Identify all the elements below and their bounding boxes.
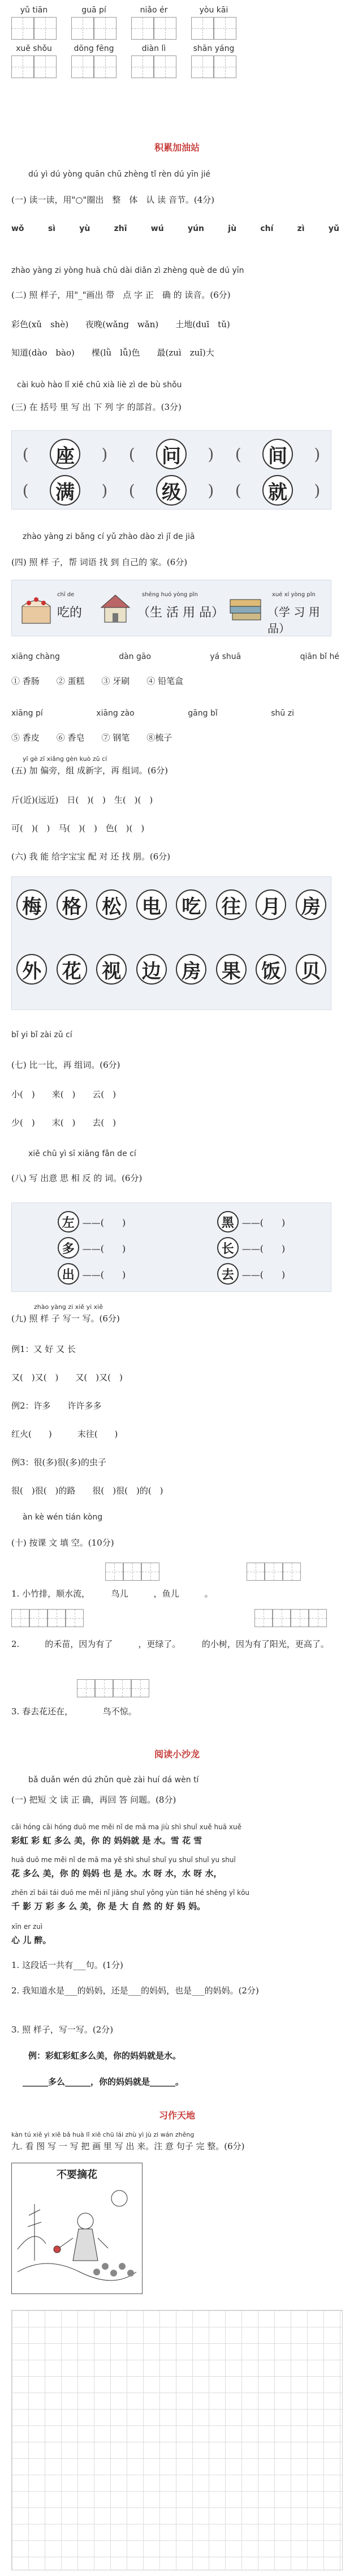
q10-grid[interactable]	[77, 1679, 149, 1697]
section-title-accumulate: 积累加油站	[154, 142, 200, 153]
q3-panel: ( 座 ) ( 问 ) ( 间 ) ( 满 ) ( 级 ) ( 就 )	[11, 430, 331, 510]
q8-char: 左	[58, 1211, 79, 1233]
q6-char[interactable]: 贝	[296, 954, 326, 985]
house-icon	[97, 589, 134, 627]
picture-title: 不要摘花	[57, 2169, 97, 2181]
writing-grid[interactable]	[191, 55, 236, 78]
q4-words-row: ① 香肠 ② 蛋糕 ③ 牙刷 ④ 铅笔盒	[11, 676, 184, 686]
q3-char: 问	[156, 439, 187, 469]
q4-word-py: qiān bǐ hé	[300, 652, 339, 661]
q6-char[interactable]: 花	[57, 954, 87, 985]
books-icon	[227, 589, 264, 627]
q10-pinyin: àn kè wén tián kòng	[23, 1513, 103, 1522]
passage-line: 心 儿 醉。	[11, 1935, 51, 1945]
q4-label-py: shēng huó yòng pǐn	[142, 592, 198, 598]
passage-line: 彩虹 彩 虹 多么 美，你 的 妈妈就 是 水。雪 花 雪	[11, 1835, 202, 1846]
q4-label: （学 习 用 品）	[267, 605, 320, 635]
composition-grid[interactable]	[11, 2310, 343, 2570]
q7-line: 小( ) 来( ) 云( )	[11, 1089, 116, 1099]
q6-char[interactable]: 果	[216, 954, 247, 985]
q10-grid[interactable]	[11, 1609, 84, 1627]
q4-words-row: ⑤ 香皮 ⑥ 香皂 ⑦ 钢笔 ⑧梳子	[11, 733, 172, 743]
q5-text: (五) 加 偏旁，组 成新字，再 组词。(6分)	[11, 765, 169, 776]
section-title-reading: 阅读小沙龙	[154, 1749, 200, 1760]
q3-char: 级	[156, 475, 187, 506]
girl-picking-flowers-image	[12, 2181, 141, 2289]
q10-grid[interactable]	[247, 1563, 301, 1581]
q4-label: 吃的	[57, 606, 83, 620]
q4-text: (四) 照 样 子，帮 词语 找 到 自己的 家。(6分)	[11, 557, 188, 567]
q5-line: 斤(近)(远近) 日( )( ) 生( )( )	[11, 795, 153, 805]
q9-line: 很( )很( )的路 很( )很( )的( )	[11, 1486, 163, 1496]
q10-sentence: 2. 的禾苗，因为有了 ，更绿了。 的小树，因为有了阳光，更高了。	[11, 1639, 329, 1649]
q4-word-py: xiāng pí	[11, 709, 43, 718]
q6-panel	[11, 876, 331, 1010]
q6-char[interactable]: 吃	[176, 889, 206, 920]
grid-pinyin: diàn lì	[141, 44, 166, 53]
q1-pinyin: dú yì dú yòng quān chū zhèng tǐ rèn dú yīn jié	[28, 170, 211, 179]
q8-pinyin: xiě chū yì sī xiāng fǎn de cí	[28, 1149, 136, 1158]
q3-char: 满	[50, 475, 80, 506]
writing-grid[interactable]	[131, 17, 176, 40]
q3-char: 座	[50, 439, 80, 469]
grid-pinyin: xuě shǒu	[16, 44, 52, 53]
q8-char: 长	[217, 1237, 239, 1259]
q6-char[interactable]: 梅	[16, 889, 47, 920]
q10-sentence: 1. 小竹排，顺水流， 鸟儿 ，鱼儿 。	[11, 1589, 213, 1599]
grid-pinyin: dōng fēng	[74, 44, 114, 53]
q7-text: (七) 比一比，再 组词。(6分)	[11, 1060, 120, 1070]
syllable[interactable]: chí	[260, 224, 274, 233]
q10-grid[interactable]	[254, 1609, 327, 1627]
writing-grid[interactable]	[131, 55, 176, 78]
reading-text: (一) 把短 文 读 正 确，再回 答 问题。(8分)	[11, 1795, 176, 1805]
q4-word-py: yá shuā	[210, 652, 241, 661]
writing-picture	[11, 2163, 143, 2294]
q4-label-py: xué xí yòng pǐn	[272, 592, 316, 598]
q7-line: 少( ) 末( ) 去( )	[11, 1118, 116, 1128]
cake-icon	[18, 589, 55, 627]
q6-char[interactable]: 月	[256, 889, 286, 920]
q9-line: 红火( ) 末往( )	[11, 1429, 118, 1439]
passage-pinyin: zhēn zī bái tái duō me měi nǐ jiāng shuǐ yǒng yùn tiān hé shēng yǐ kōu	[11, 1889, 250, 1897]
grid-pinyin: niǎo ér	[140, 6, 168, 15]
q2-line: 彩色(xǔ shè) 夜晚(wǎng wǎn) 土地(duī tǔ)	[11, 319, 230, 330]
passage-line: 千 影 万 彩 多 么 美，你 是 大 自 然 的 好 妈 妈。	[11, 1901, 206, 1911]
q10-grid[interactable]	[105, 1563, 159, 1581]
q4-word-py: xiāng chàng	[11, 652, 60, 661]
q7-pinyin: bǐ yi bǐ zài zǔ cí	[11, 1030, 72, 1039]
q9-line: 又( )又( ) 又( )又( )	[11, 1372, 123, 1383]
q10-sentence: 3. 春去花还在， 鸟不惊。	[11, 1706, 137, 1717]
passage-pinyin: huā duō me měi nǐ de mā ma yě shì shuǐ shuǐ yu shuǐ shuǐ yu shuǐ	[11, 1856, 236, 1864]
syllable[interactable]: wǒ	[11, 224, 24, 233]
q2-text: (二) 照 样子，用"_"画出 带 点 字 正 确 的 读音。(6分)	[11, 290, 231, 300]
syllable[interactable]: sì	[48, 224, 55, 233]
q6-char[interactable]: 房	[176, 954, 206, 985]
reading-example: 例：彩虹彩虹多么美，你的妈妈就是水。	[28, 2051, 182, 2061]
passage-pinyin: cǎi hóng cǎi hóng duō me měi nǐ de mā ma jiù shì shuǐ xuě huā xuě	[11, 1823, 242, 1831]
q8-char: 出	[58, 1263, 79, 1285]
q8-char: 去	[217, 1263, 239, 1285]
q9-line: 例2：许多 许许多多	[11, 1401, 102, 1411]
passage-pinyin: xīn er zuì	[11, 1923, 43, 1931]
q6-char[interactable]: 松	[96, 889, 127, 920]
writing-grid[interactable]	[71, 55, 116, 78]
q5-pinyin: yī gè zī xiǎnɡ ɡèn kuò zǔ cí	[23, 755, 107, 763]
syllable[interactable]: yǔ	[328, 224, 339, 233]
q4-word-py: shū zi	[271, 709, 294, 718]
reading-question: 2. 我知道水是___的妈妈，还是___的妈妈，也是___的妈妈。(2分)	[11, 1986, 259, 1996]
q6-char[interactable]: 饭	[256, 954, 286, 985]
q3-pinyin: cài kuò hào lǐ xiě chū xià liè zì de bù shǒu	[17, 380, 182, 390]
q9-text: (九) 照 样 子 写一 写。(6分)	[11, 1313, 120, 1324]
q5-line: 可( )( ) 马( )( ) 色( )( )	[11, 823, 145, 833]
q1-syllables	[11, 224, 339, 233]
syllable[interactable]: jù	[228, 224, 237, 233]
q4-word-py: dàn gāo	[119, 652, 152, 661]
q4-label: （生 活 用 品）	[137, 606, 224, 620]
reading-pinyin: bǎ duǎn wén dú zhǔn què zài huí dá wèn tí	[28, 1775, 199, 1785]
q1-text: (一) 读一读，用"○"圈出 整 体 认 读 音节。(4分)	[11, 195, 215, 205]
grid-pinyin: guā pí	[81, 6, 106, 15]
q9-pinyin: zhào yàng zi xiě yi xiě	[34, 1303, 103, 1311]
q6-char[interactable]: 格	[57, 889, 87, 920]
syllable[interactable]: zhī	[114, 224, 127, 233]
grid-pinyin: yòu kāi	[199, 6, 228, 15]
writing-grid[interactable]	[11, 17, 57, 40]
q8-char: 多	[58, 1237, 79, 1259]
syllable[interactable]: zì	[297, 224, 305, 233]
q2-line: 知道(dào bào) 棵(lǜ lǚ)色 最(zuì zuǐ)大	[11, 348, 214, 358]
q2-pinyin: zhào yàng zi yòng huà chū dài diǎn zì zhèng què de dú yīn	[11, 266, 244, 275]
q3-char: 间	[262, 439, 293, 469]
q6-char[interactable]: 房	[296, 889, 326, 920]
q8-text: (八) 写 出意 思 相 反 的 词。(6分)	[11, 1173, 143, 1183]
q8-char: 黑	[217, 1211, 239, 1233]
q6-char[interactable]: 外	[16, 954, 47, 985]
q6-char[interactable]: 视	[96, 954, 127, 985]
writing-grid[interactable]	[11, 55, 57, 78]
q3-char: 就	[262, 475, 293, 506]
q10-text: (十) 按课 文 填 空。(10分)	[11, 1538, 114, 1548]
q6-char[interactable]: 电	[136, 889, 167, 920]
grid-pinyin: shān yáng	[193, 44, 235, 53]
reading-blank[interactable]: ______多么______，你的妈妈就是______。	[23, 2077, 184, 2087]
q6-char[interactable]: 往	[216, 889, 247, 920]
writing-grid[interactable]	[71, 17, 116, 40]
writing-pinyin: kàn tú xiě yì xiě bǎ huà lǐ xiě chū lái zhù yì jù zi wán zhěng	[11, 2131, 195, 2138]
q8-panel: 左 ——( ) 黑 ——( ) 多 ——( ) 长 ——( ) 出 ——( ) 去 ——( )	[11, 1203, 331, 1292]
syllable[interactable]: yún	[187, 224, 205, 233]
q4-word-py: xiāng zào	[96, 709, 135, 718]
q3-text: (三) 在 括号 里 写 出 下 列 字 的部首。(3分)	[11, 402, 182, 412]
syllable[interactable]: wú	[150, 224, 164, 233]
q4-word-py: gāng bǐ	[188, 709, 218, 718]
grid-pinyin: yǔ tiān	[20, 6, 48, 15]
q6-char[interactable]: 边	[136, 954, 167, 985]
q6-text: (六) 我 能 给字宝宝 配 对 还 找 朋。(6分)	[11, 851, 171, 862]
reading-question: 3. 照 样子，写一写。(2分)	[11, 2025, 114, 2035]
writing-grid[interactable]	[191, 17, 236, 40]
q9-line: 例3：很(多)很(多)的虫子	[11, 1457, 106, 1467]
q4-pinyin: zhào yàng zi bǎng cí yǔ zhào dào zì jǐ de jiā	[23, 532, 195, 541]
q9-line: 例1：又 好 又 长	[11, 1344, 76, 1354]
writing-text: 九. 看 图 写 一 写 把 画 里 写 出 来。注 意 句子 完 整。(6分)	[11, 2141, 245, 2151]
q4-label-py: chī de	[57, 592, 75, 598]
reading-question: 1. 这段话一共有___句。(1分)	[11, 1960, 123, 1970]
syllable[interactable]: yù	[79, 224, 90, 233]
passage-line: 花 多么 美，你 的 妈妈 也 是 水。水 呀 水，水 呀 水，	[11, 1868, 222, 1878]
section-title-writing: 习作天地	[158, 2110, 195, 2121]
q4-panel	[11, 580, 331, 636]
